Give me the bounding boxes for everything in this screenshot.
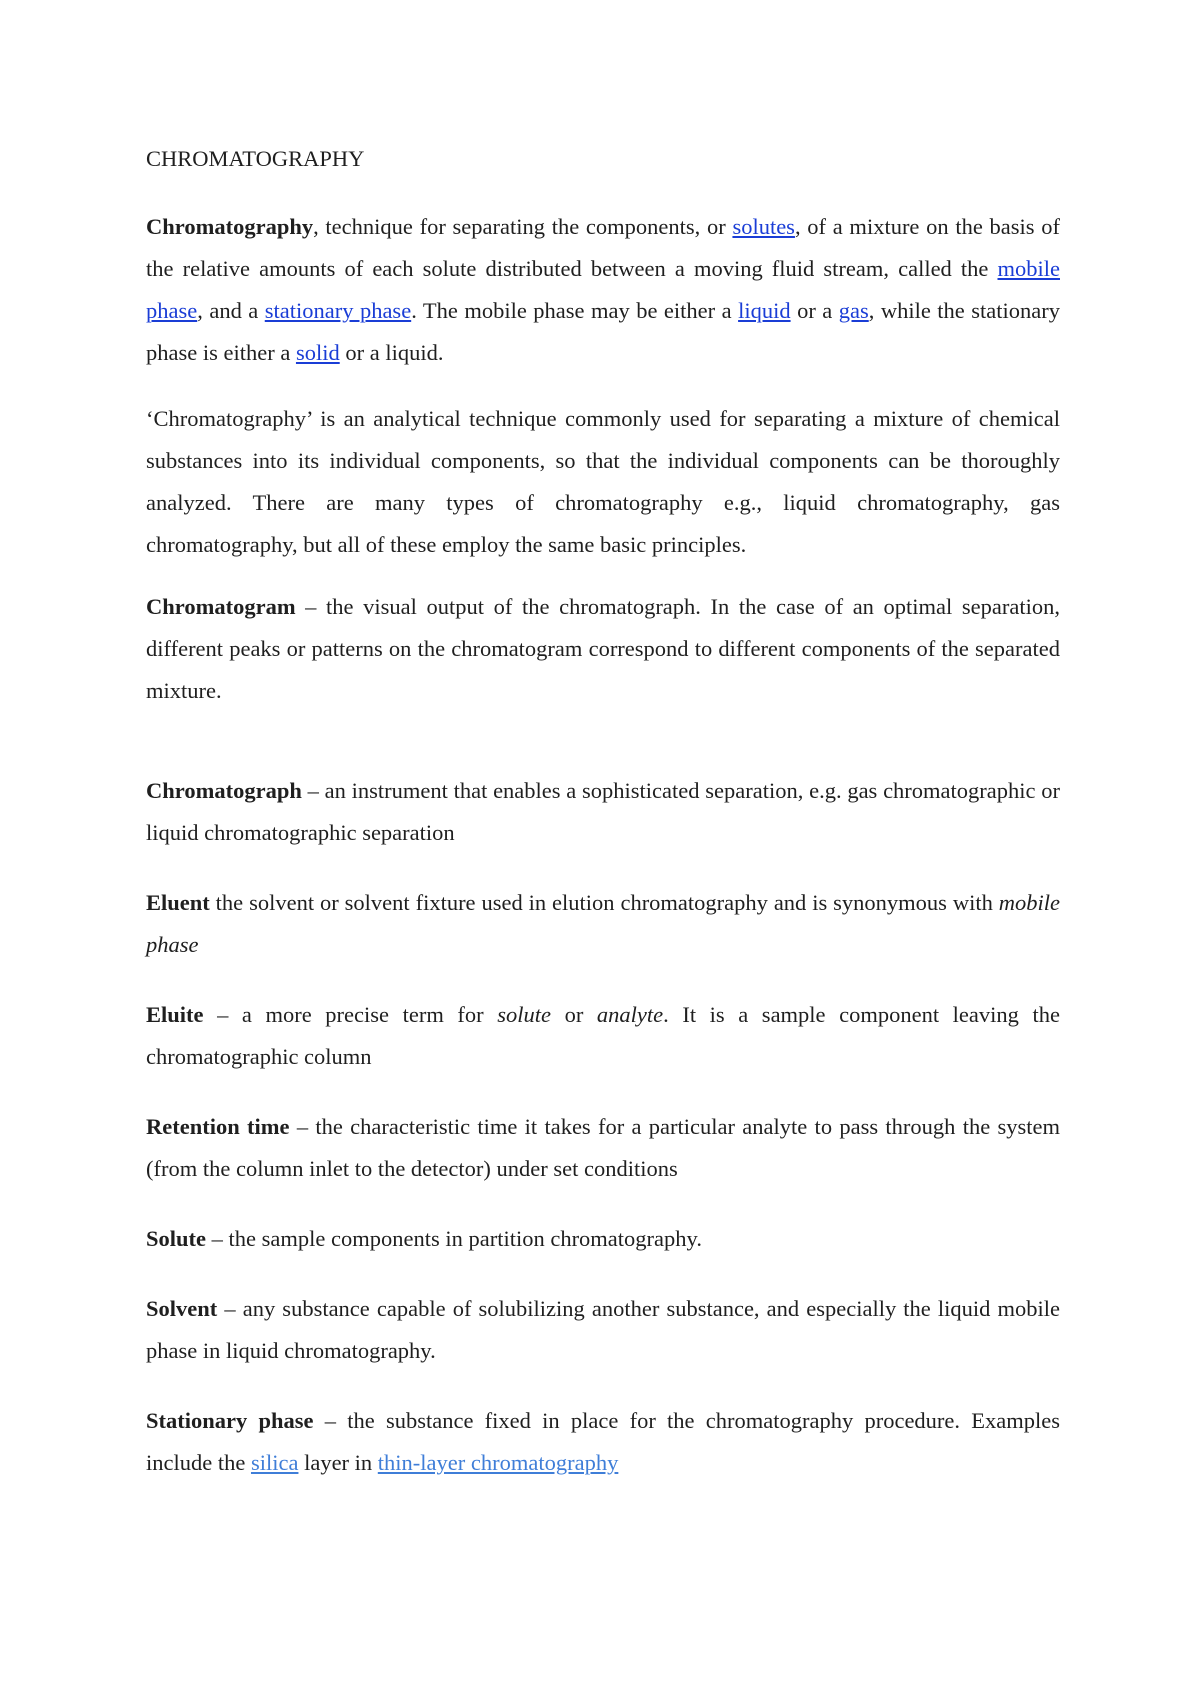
definition-retention-time: Retention time – the characteristic time it takes for a particular analyte to pass through the system (from the column inlet to the detector) under set conditions: [146, 1114, 1060, 1181]
term-chromatography: Chromatography: [146, 214, 314, 239]
definition-solvent: Solvent – any substance capable of solubilizing another substance, and especially the liquid mobile phase in liquid chromatography.: [146, 1296, 1060, 1363]
overview-paragraph: ‘Chromatography’ is an analytical technique commonly used for separating a mixture of chemical substances into its individual components, so that the individual components can be thoroughly analyzed. There are many types of chromatography e.g., liquid chromatography, gas chromatography, but all of these employ the same basic principles.: [146, 406, 1060, 557]
document-body: [146, 138, 1060, 1512]
link-silica[interactable]: silica: [250, 1450, 299, 1475]
definition-stationary-phase: Stationary phase – the substance fixed in place for the chromatography procedure. Examples include the silica layer in thin-layer chromatography: [146, 1408, 1060, 1475]
definition-chromatograph: Chromatograph – an instrument that enables a sophisticated separation, e.g. gas chromatographic or liquid chromatographic separation: [146, 778, 1060, 845]
link-solid[interactable]: solid: [295, 340, 340, 365]
link-thin-layer-chromatography[interactable]: thin-layer chromatography: [377, 1450, 619, 1475]
definition-chromatogram: Chromatogram – the visual output of the chromatograph. In the case of an optimal separation, different peaks or patterns on the chromatogram correspond to different components of the separated mixture.: [146, 594, 1060, 703]
link-stationary-phase[interactable]: stationary phase: [264, 298, 412, 323]
link-mobile-phase[interactable]: mobile phase: [146, 256, 1060, 323]
definition-eluite: Eluite – a more precise term for solute or analyte. It is a sample component leaving the chromatographic column: [146, 1002, 1060, 1069]
intro-paragraph: Chromatography, technique for separating the components, or solutes, of a mixture on the basis of the relative amounts of each solute distributed between a moving fluid stream, called the mobile phase, and a stationary phase. The mobile phase may be either a liquid or a gas, while the stationary phase is either a solid or a liquid.: [146, 214, 1060, 365]
link-solutes[interactable]: solutes: [732, 214, 795, 239]
link-liquid[interactable]: liquid: [738, 298, 791, 323]
page-title: CHROMATOGRAPHY: [146, 146, 365, 171]
definition-solute: Solute – the sample components in partition chromatography.: [146, 1226, 702, 1251]
link-gas[interactable]: gas: [838, 298, 869, 323]
definition-eluent: Eluent the solvent or solvent fixture used in elution chromatography and is synonymous with mobile phase: [146, 890, 1060, 957]
